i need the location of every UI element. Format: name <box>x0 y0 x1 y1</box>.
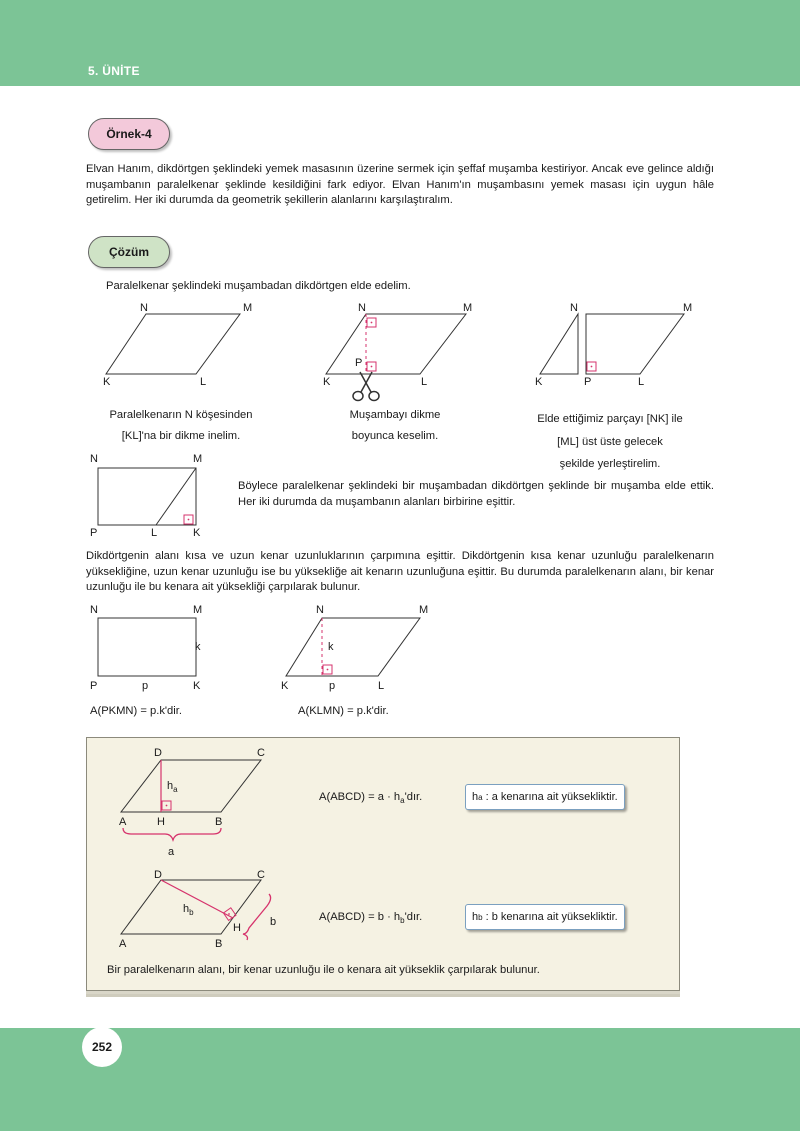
figure-height-a <box>117 748 317 858</box>
figure-parallelogram-1 <box>100 302 280 392</box>
callout-height-a: h a : a kenarına ait yüksekliktir. <box>465 784 625 810</box>
label-h-b: $h_b$ <box>183 903 194 918</box>
label-P: P <box>90 527 98 539</box>
figure-rectangle-pk <box>92 610 212 680</box>
label-D: D <box>154 747 162 759</box>
label-L: L <box>638 376 645 388</box>
summary-conclusion: Bir paralelkenarın alanı, bir kenar uzunluğu ile o kenara ait yükseklik çarpılarak bulunur. <box>107 964 540 976</box>
label-A: A <box>119 938 127 950</box>
formula-rectangle: A(PKMN) = p.k'dir. <box>90 705 182 717</box>
summary-box <box>86 737 680 991</box>
example-badge: Örnek-4 <box>88 118 170 150</box>
solution-badge: Çözüm <box>88 236 170 268</box>
label-a: a <box>168 846 175 858</box>
label-N: N <box>570 302 578 314</box>
label-N: N <box>90 453 98 465</box>
label-K: K <box>281 680 289 692</box>
step1-line2: [KL]'na bir dikme inelim. <box>121 430 241 442</box>
label-N: N <box>90 604 98 616</box>
label-L: L <box>151 527 158 539</box>
result-text: Böylece paralelkenar şeklindeki bir muşambadan dikdörtgen şeklinde bir muşamba elde ettik. Her iki durumda da muşambanın alanları birbirine eşittir. <box>238 480 714 508</box>
label-L: L <box>378 680 385 692</box>
label-C: C <box>257 747 265 759</box>
label-P: P <box>355 357 363 369</box>
solution-intro: Paralelkenar şeklindeki muşambadan dikdörtgen elde edelim. <box>106 280 411 292</box>
label-P: P <box>584 376 592 388</box>
label-M: M <box>193 453 203 465</box>
label-N: N <box>140 302 148 314</box>
label-N: N <box>316 604 324 616</box>
label-h-a: $h_a$ <box>167 780 178 795</box>
formula-area-a: A(ABCD) = $a \cdot h_a'dır$. <box>319 791 423 806</box>
label-A: A <box>119 816 127 828</box>
step1-line1: Paralelkenarın N köşesinden <box>109 409 253 421</box>
step3-line1: Elde ettiğimiz parçayı [NK] ile <box>537 413 683 425</box>
label-M: M <box>463 302 473 314</box>
label-K: K <box>323 376 331 388</box>
label-b: b <box>270 916 277 928</box>
label-P: P <box>90 680 98 692</box>
label-B: B <box>215 816 223 828</box>
figure-parallelogram-pk <box>282 610 442 680</box>
label-k: k <box>195 641 201 653</box>
figure-parallelogram-cut <box>320 302 500 412</box>
label-K: K <box>103 376 111 388</box>
callout-height-b: h b : b kenarına ait yüksekliktir. <box>465 904 625 930</box>
step3-line3: şekilde yerleştirelim. <box>559 458 661 470</box>
step3-line2: [ML] üst üste gelecek <box>557 436 663 448</box>
step2-line1: Muşambayı dikme <box>349 409 441 421</box>
label-C: C <box>257 869 265 881</box>
formula-area-b: A(ABCD) = $b \cdot h_b'dır$. <box>319 911 423 926</box>
label-M: M <box>683 302 693 314</box>
label-N: N <box>358 302 366 314</box>
label-H: H <box>157 816 165 828</box>
label-M: M <box>419 604 429 616</box>
label-M: M <box>243 302 253 314</box>
unit-label: 5. ÜNİTE <box>88 64 140 78</box>
label-K: K <box>193 527 201 539</box>
page-number: 252 <box>82 1027 122 1067</box>
formula-parallelogram: A(KLMN) = p.k'dir. <box>298 705 389 717</box>
label-p: p <box>329 680 336 692</box>
example-text: Elvan Hanım, dikdörtgen şeklindeki yemek masasının üzerine sermek için şeffaf muşamba kestiriyor. Ancak eve gelince aldığı muşambanın paralelkenar şeklinde kesildiğini fark ediyor. Elvan Hanım'ın muşambasını yemek masası için uygun hâle getirelim. Her iki durumda da geometrik şekillerin alanlarını karşılaştıralım. <box>86 163 714 206</box>
figure-reassembled-rectangle <box>92 458 212 538</box>
scissors-icon <box>353 372 379 401</box>
label-H: H <box>233 922 241 934</box>
figure-height-b <box>117 868 317 948</box>
label-L: L <box>200 376 207 388</box>
figure-parallelogram-split <box>536 302 716 392</box>
label-D: D <box>154 869 162 881</box>
label-K: K <box>535 376 543 388</box>
label-M: M <box>193 604 203 616</box>
label-p: p <box>142 680 149 692</box>
step2-line2: boyunca keselim. <box>351 430 439 442</box>
label-B: B <box>215 938 223 950</box>
explanation-text: Dikdörtgenin alanı kısa ve uzun kenar uzunluklarının çarpımına eşittir. Dikdörtgenin kısa kenar uzunluğu paralelkenarın yüksekliğine, uzun kenar uzunluğu ise bu yüksekliğe ait kenarın uzunluğuna eşittir. Bu durumda paralelkenarın alanı, bir kenar uzunluğu ile bu kenara ait yüksekliği çarpılarak bulunur. <box>86 550 714 593</box>
label-L: L <box>421 376 428 388</box>
label-k: k <box>328 641 334 653</box>
label-K: K <box>193 680 201 692</box>
